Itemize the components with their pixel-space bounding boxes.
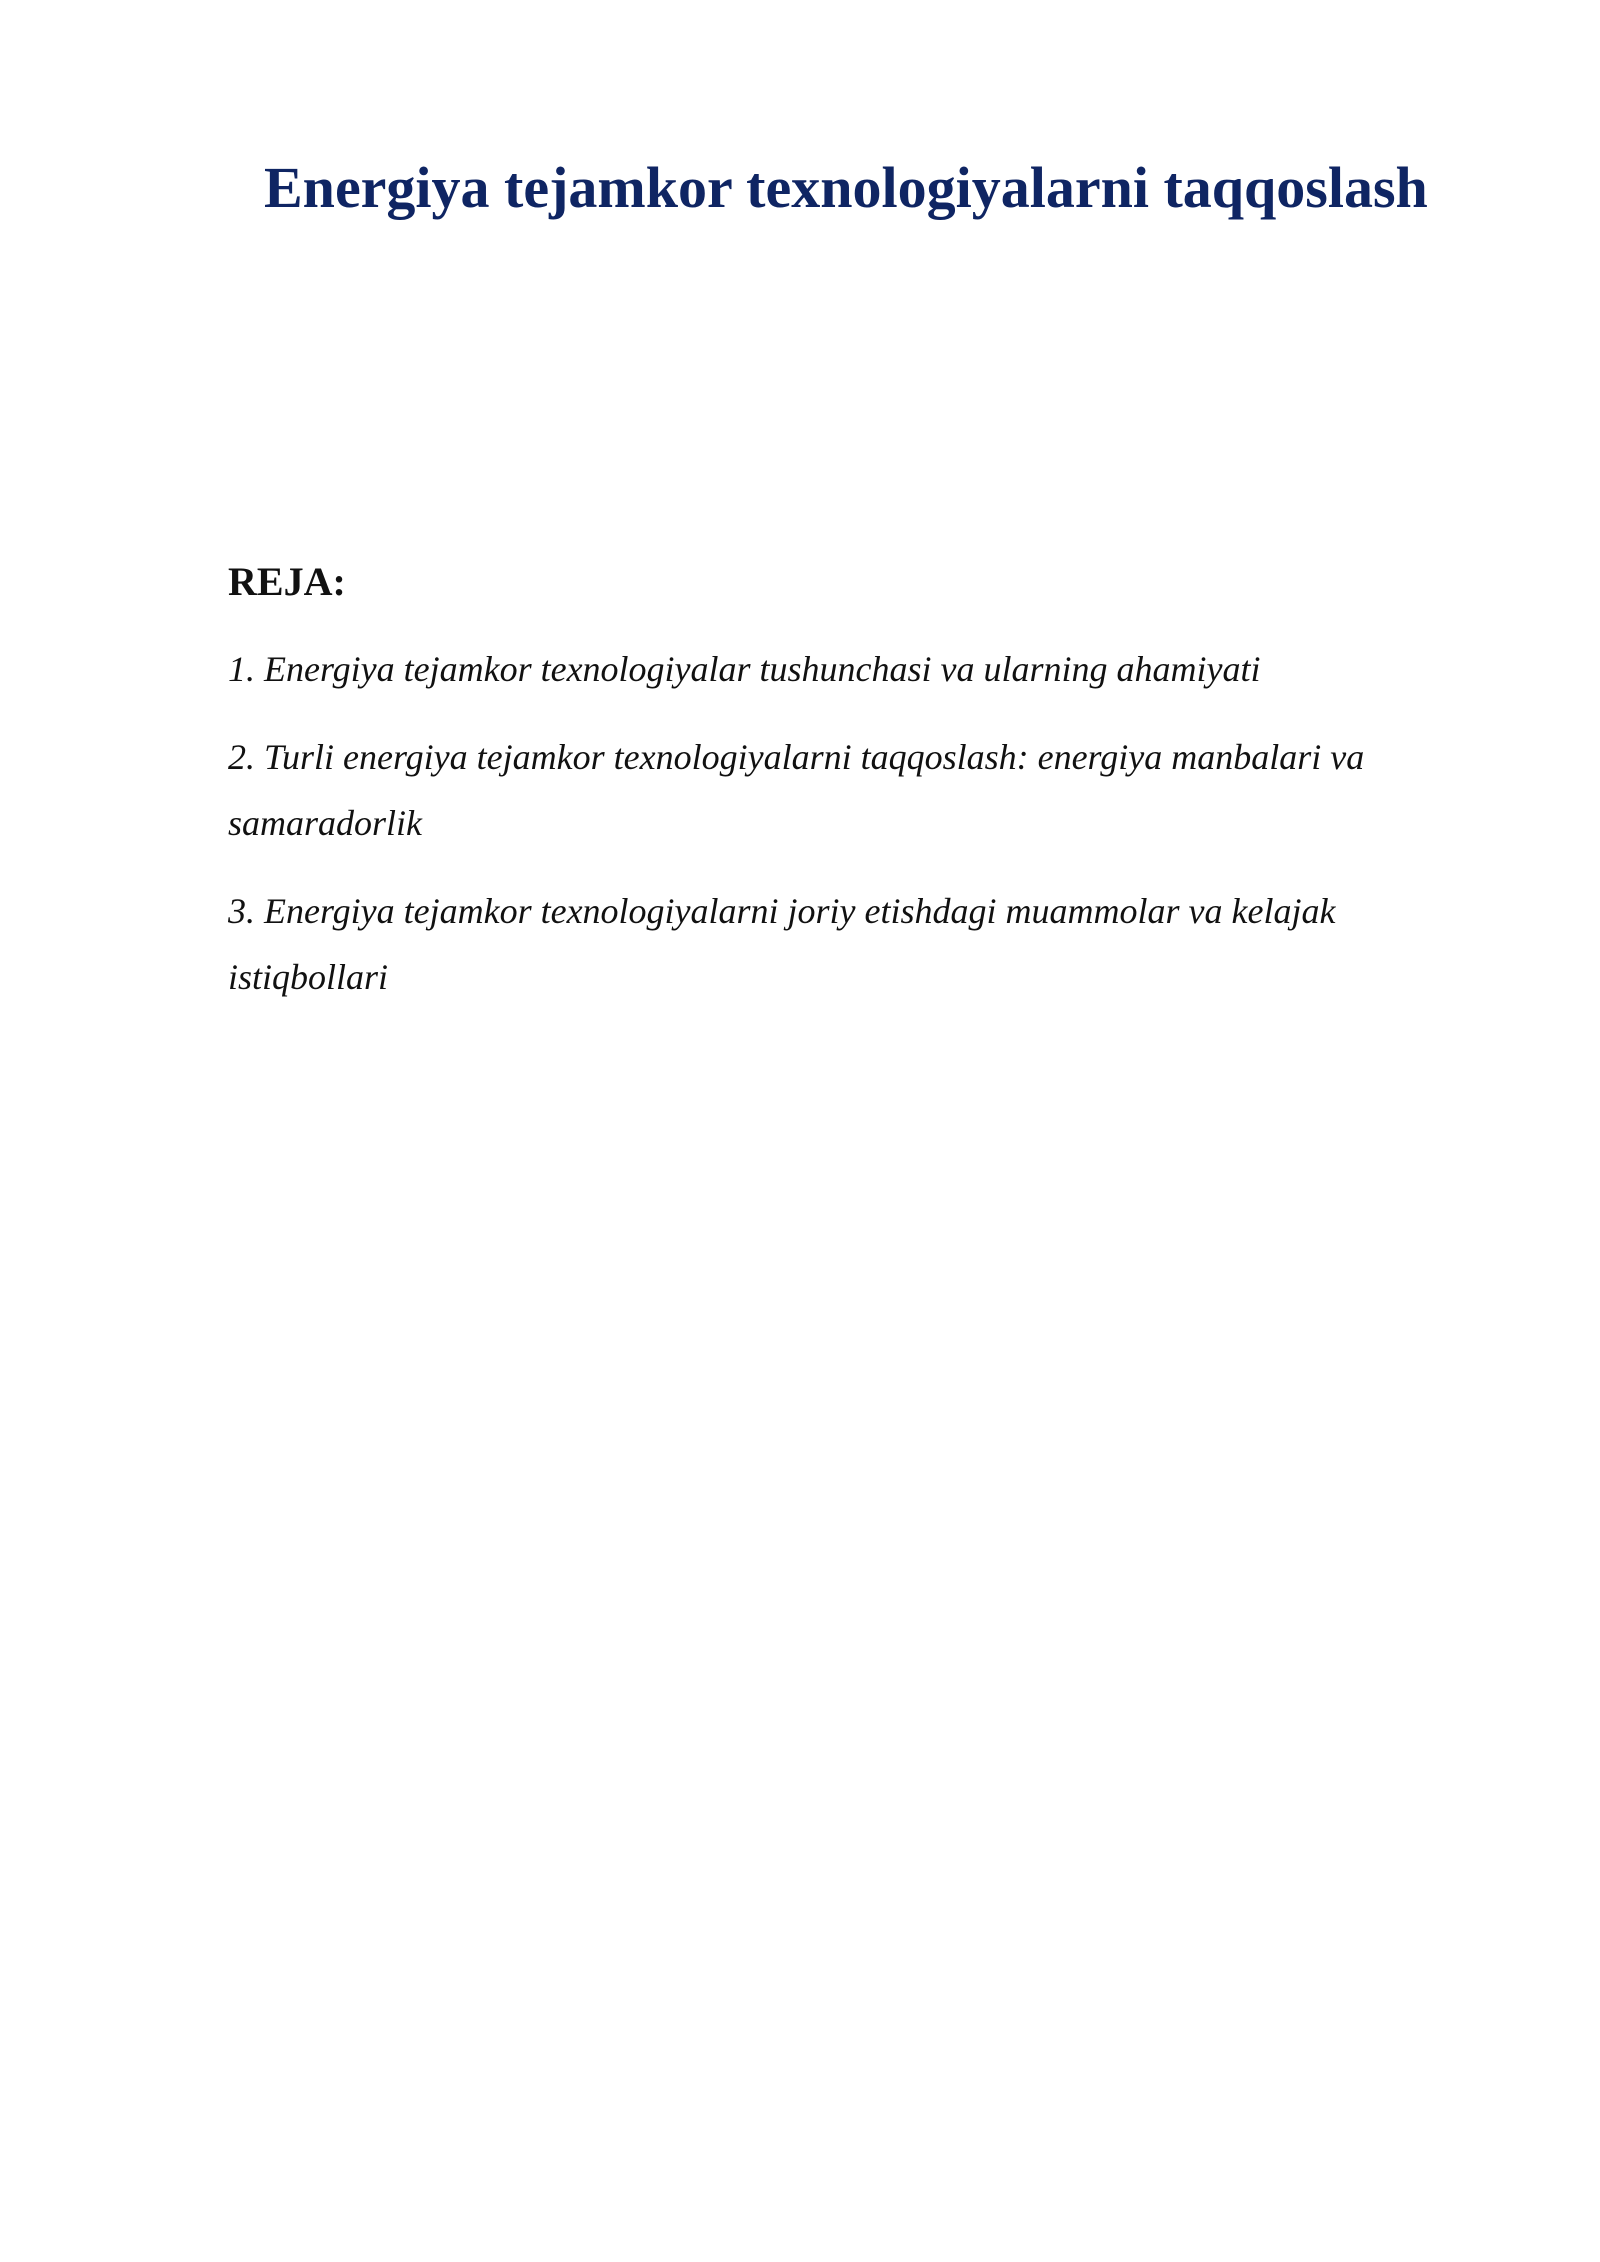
plan-item-3: 3. Energiya tejamkor texnologiyalarni joriy etishdagi muammolar va kelajak istiqbollari <box>228 891 1336 997</box>
plan-list <box>228 636 1458 1010</box>
plan-section <box>228 554 1458 1032</box>
plan-item-1: 1. Energiya tejamkor texnologiyalar tushunchasi va ularning ahamiyati <box>228 649 1261 689</box>
plan-item-2: 2. Turli energiya tejamkor texnologiyalarni taqqoslash: energiya manbalari va samaradorlik <box>228 737 1365 843</box>
document-title: Energiya tejamkor texnologiyalarni taqqoslash <box>264 155 1428 220</box>
plan-heading: REJA: <box>228 559 346 604</box>
